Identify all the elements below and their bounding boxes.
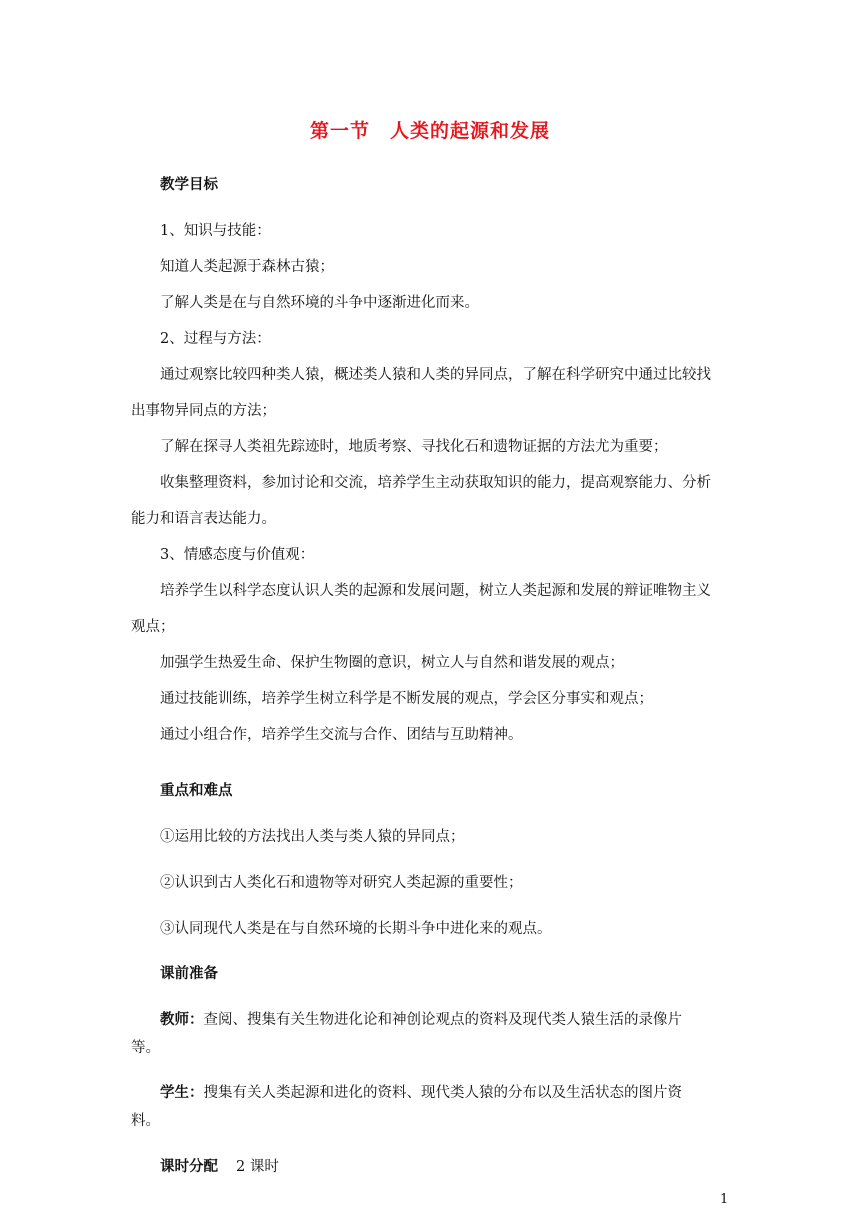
process-item-line: 能力和语言表达能力。 [131, 511, 276, 527]
emotion-item: 通过小组合作，培养学生交流与合作、团结与互助精神。 [160, 727, 523, 743]
emotion-item-line: 观点； [131, 619, 175, 635]
objectives-heading: 教学目标 [160, 177, 218, 193]
key-point-item: ③认同现代人类是在与自然环境的长期斗争中进化来的观点。 [160, 921, 552, 937]
process-heading: 2、过程与方法： [160, 331, 271, 347]
page-number: 1 [720, 1192, 729, 1207]
key-point-item: ②认识到古人类化石和遗物等对研究人类起源的重要性； [160, 875, 523, 891]
page-title: 第一节 人类的起源和发展 [309, 120, 550, 142]
process-item-line: 收集整理资料，参加讨论和交流，培养学生主动获取知识的能力，提高观察能力、分析 [160, 475, 711, 491]
key-points-heading: 重点和难点 [160, 783, 233, 799]
knowledge-item: 知道人类起源于森林古猿； [160, 259, 334, 275]
teacher-preparation [160, 1010, 682, 1030]
schedule [160, 1157, 279, 1177]
key-point-item: ①运用比较的方法找出人类与类人猿的异同点； [160, 829, 465, 845]
knowledge-item: 了解人类是在与自然环境的斗争中逐渐进化而来。 [160, 295, 479, 311]
preparation-heading: 课前准备 [160, 966, 218, 982]
teacher-text: 查阅、搜集有关生物进化论和神创论观点的资料及现代类人猿生活的录像片 [203, 1012, 682, 1028]
student-text: 搜集有关人类起源和进化的资料、现代类人猿的分布以及生活状态的图片资 [203, 1085, 682, 1101]
emotion-item: 通过技能训练，培养学生树立科学是不断发展的观点，学会区分事实和观点； [160, 691, 653, 707]
process-item-line: 出事物异同点的方法； [131, 403, 276, 419]
schedule-value: 2 课时 [236, 1159, 279, 1175]
process-item-line: 通过观察比较四种类人猿，概述类人猿和人类的异同点，了解在科学研究中通过比较找 [160, 367, 711, 383]
emotion-item: 加强学生热爱生命、保护生物圈的意识，树立人与自然和谐发展的观点； [160, 655, 624, 671]
emotion-heading: 3、情感态度与价值观： [160, 547, 315, 563]
student-preparation [160, 1083, 682, 1103]
teacher-text-continued: 等。 [131, 1040, 160, 1056]
knowledge-heading: 1、知识与技能： [160, 223, 271, 239]
teacher-label: 教师： [160, 1012, 204, 1028]
student-label: 学生： [160, 1085, 204, 1101]
emotion-item-line: 培养学生以科学态度认识人类的起源和发展问题，树立人类起源和发展的辩证唯物主义 [160, 583, 711, 599]
process-item: 了解在探寻人类祖先踪迹时，地质考察、寻找化石和遗物证据的方法尤为重要； [160, 439, 668, 455]
schedule-heading: 课时分配 [160, 1159, 218, 1175]
student-text-continued: 料。 [131, 1113, 160, 1129]
